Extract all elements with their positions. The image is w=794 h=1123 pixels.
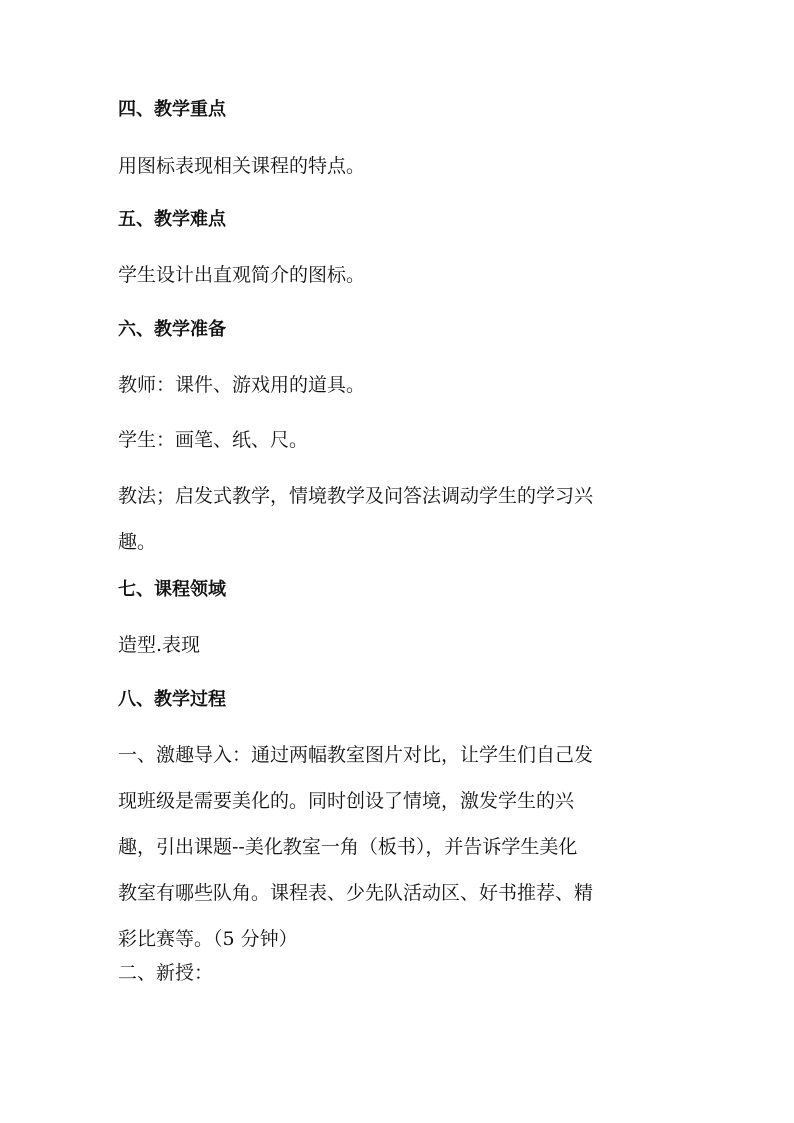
preparation-method-text (118, 473, 658, 565)
process-step-1-line: 趣，引出课题--美化教室一角（板书），并告诉学生美化 (118, 836, 578, 858)
process-step-1-line: 彩比赛等。（5 分钟） (118, 928, 298, 950)
difficulties-text: 学生设计出直观简介的图标。 (118, 264, 366, 286)
section-heading-domain: 七、课程领域 (118, 579, 226, 600)
method-line: 教法；启发式教学，情境教学及问答法调动学生的学习兴 (118, 485, 594, 507)
process-step-1-line: 一、激趣导入：通过两幅教室图片对比，让学生们自己发 (118, 744, 594, 766)
domain-text: 造型.表现 (118, 634, 201, 656)
preparation-student-text: 学生：画笔、纸、尺。 (118, 429, 309, 451)
section-heading-preparation: 六、教学准备 (118, 319, 226, 340)
process-step-2: 二、新授： (118, 962, 214, 984)
process-step-1-line: 现班级是需要美化的。同时创设了情境，激发学生的兴 (118, 790, 575, 812)
preparation-teacher-text: 教师：课件、游戏用的道具。 (118, 374, 366, 396)
section-heading-difficulties: 五、教学难点 (118, 209, 226, 230)
key-points-text: 用图标表现相关课程的特点。 (118, 155, 366, 177)
section-heading-key-points: 四、教学重点 (118, 99, 226, 120)
method-line: 趣。 (118, 531, 157, 553)
section-heading-process: 八、教学过程 (118, 689, 226, 710)
process-step-1 (118, 732, 658, 962)
process-step-1-line: 教室有哪些队角。课程表、少先队活动区、好书推荐、精 (118, 882, 594, 904)
